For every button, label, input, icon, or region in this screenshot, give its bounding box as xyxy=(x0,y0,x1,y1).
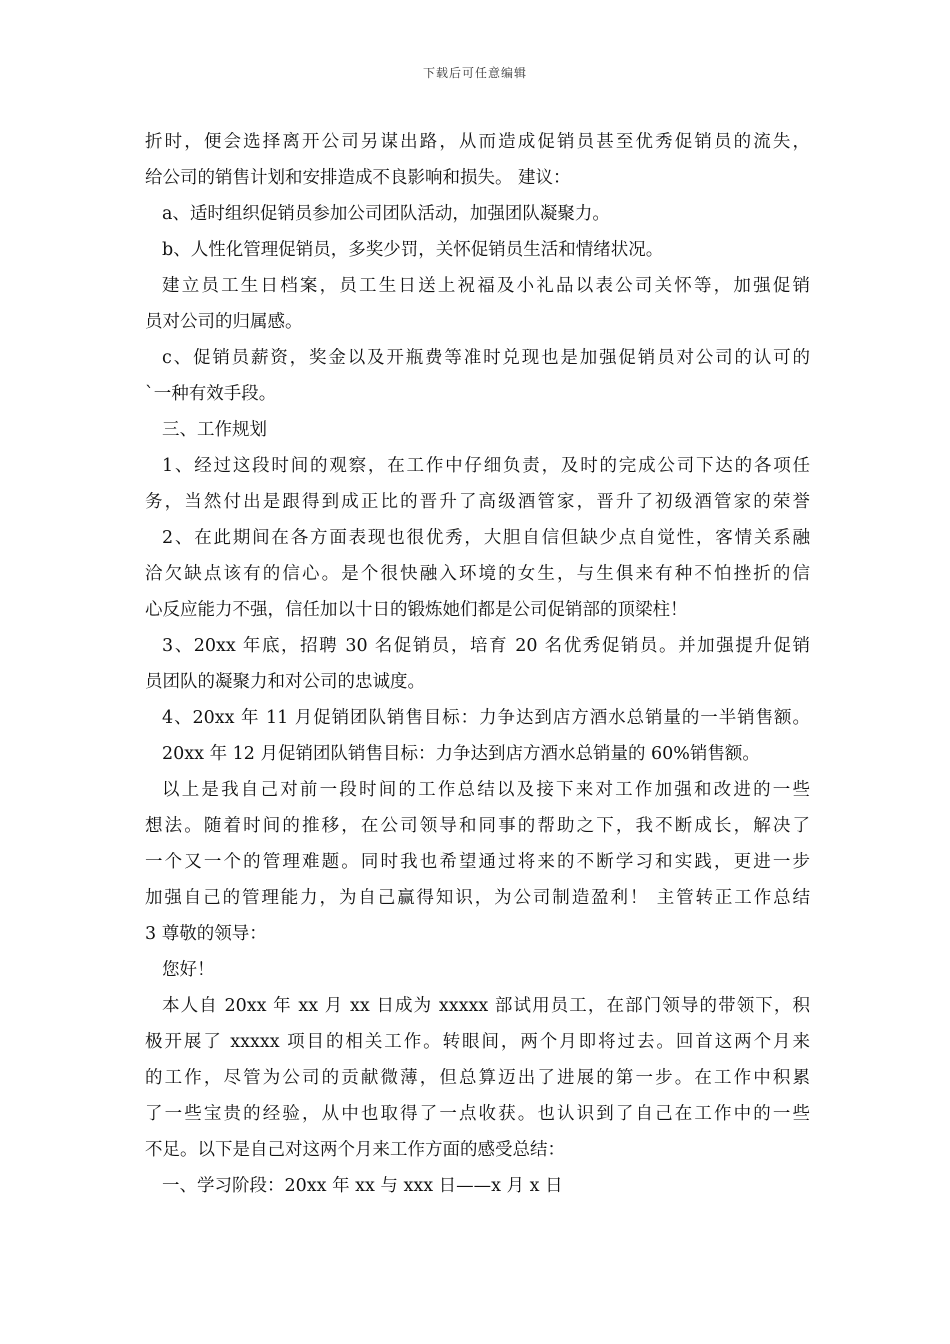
text-line: 洽欠缺点该有的信心。是个很快融入环境的女生，与生俱来有种不怕挫折的信 xyxy=(145,564,810,584)
text-line: 了一些宝贵的经验，从中也取得了一点收获。也认识到了自己在工作中的一些 xyxy=(145,1104,810,1124)
text-line: 4、20xx 年 11 月促销团队销售目标：力争达到店方酒水总销量的一半销售额。 xyxy=(162,708,810,728)
text-line: 一个又一个的管理难题。同时我也希望通过将来的不断学习和实践，更进一步 xyxy=(145,852,810,872)
text-line: c、促销员薪资，奖金以及开瓶费等准时兑现也是加强促销员对公司的认可的 xyxy=(162,348,810,368)
text-line: 20xx 年 12 月促销团队销售目标：力争达到店方酒水总销量的 60%销售额。 xyxy=(162,744,760,764)
text-line: 员对公司的归属感。 xyxy=(145,312,303,332)
text-line: 想法。随着时间的推移，在公司领导和同事的帮助之下，我不断成长，解决了 xyxy=(145,816,810,836)
text-line: `一种有效手段。 xyxy=(145,384,277,404)
section-heading: 一、学习阶段：20xx 年 xx 与 xxx 日——x 月 x 日 xyxy=(162,1176,563,1196)
text-line: 您好！ xyxy=(162,960,215,980)
document-body xyxy=(145,124,810,1204)
text-line: 给公司的销售计划和安排造成不良影响和损失。 建议： xyxy=(145,168,571,188)
text-line: a、适时组织促销员参加公司团队活动，加强团队凝聚力。 xyxy=(162,204,610,224)
text-line: b、人性化管理促销员，多奖少罚，关怀促销员生活和情绪状况。 xyxy=(162,240,664,260)
page-header: 下载后可任意编辑 xyxy=(422,66,527,80)
text-line: 极开展了 xxxxx 项目的相关工作。转眼间，两个月即将过去。回首这两个月来 xyxy=(145,1032,810,1052)
text-line: 折时，便会选择离开公司另谋出路，从而造成促销员甚至优秀促销员的流失， xyxy=(145,132,810,152)
text-line: 务，当然付出是跟得到成正比的晋升了高级酒管家，晋升了初级酒管家的荣誉 xyxy=(145,492,810,512)
text-line: 不足。以下是自己对这两个月来工作方面的感受总结： xyxy=(145,1140,565,1160)
text-line: 1、经过这段时间的观察，在工作中仔细负责，及时的完成公司下达的各项任 xyxy=(162,456,810,476)
text-line: 2、在此期间在各方面表现也很优秀，大胆自信但缺少点自觉性，客情关系融 xyxy=(162,528,810,548)
section-heading: 三、工作规划 xyxy=(162,420,267,440)
text-line: 本人自 20xx 年 xx 月 xx 日成为 xxxxx 部试用员工，在部门领导的带领下，积 xyxy=(162,996,810,1016)
text-line: 心反应能力不强，信任加以十日的锻炼她们都是公司促销部的顶梁柱！ xyxy=(145,600,688,620)
text-line: 以上是我自己对前一段时间的工作总结以及接下来对工作加强和改进的一些 xyxy=(162,780,810,800)
text-line: 建立员工生日档案，员工生日送上祝福及小礼品以表公司关怀等，加强促销 xyxy=(162,276,810,296)
text-line: 员团队的凝聚力和对公司的忠诚度。 xyxy=(145,672,425,692)
text-line: 的工作，尽管为公司的贡献微薄，但总算迈出了进展的第一步。在工作中积累 xyxy=(145,1068,810,1088)
text-line: 3、20xx 年底，招聘 30 名促销员，培育 20 名优秀促销员。并加强提升促销 xyxy=(162,636,810,656)
text-line: 加强自己的管理能力，为自己赢得知识，为公司制造盈利！ 主管转正工作总结 xyxy=(145,888,810,908)
text-line: 3 尊敬的领导： xyxy=(145,924,267,944)
